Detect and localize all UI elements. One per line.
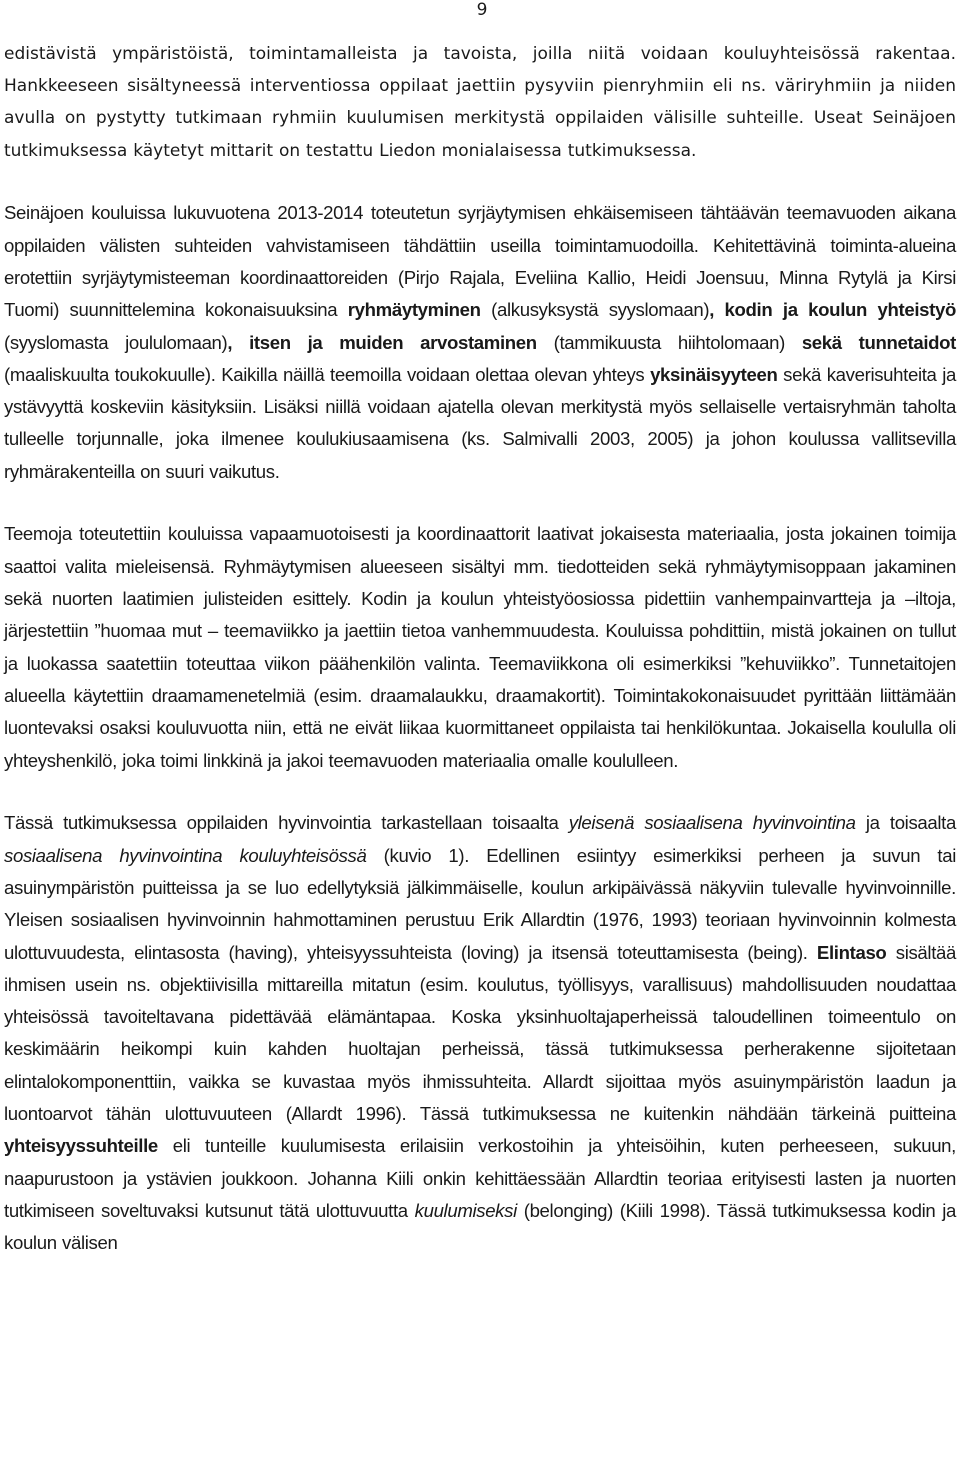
text-run: Teemoja toteutettiin kouluissa vapaamuotoisesti ja koordinaattorit laativat jokaisesta materiaalia, josta jokainen toimija saattoi valita mieleisensä. Ryhmäytymisen alueeseen sisältyi mm. tiedotteiden sekä ryhmäytymisoppaan jakaminen sekä nuorten laatimien julisteiden esittely. Kodin ja koulun yhteistyöosiossa pidettiin vanhempainvartteja ja –iltoja, järjestettiin ”huomaa mut – teemaviikko ja jaettiin tietoa vanhemmuudesta. Kouluissa pohdittiin, mistä jokainen on tullut ja luokassa saatettiin toteuttaa viikon päähenkilön valinta. Teemaviikkona oli esimerkiksi ”kehuviikko”. Tunnetaitojen alueella käytettiin draamamenetelmiä (esim. draamalaukku, draamakortit). Toimintakokonaisuudet pyrittään liittämään luontevaksi osaksi kouluvuotta niin, että ne eivät liikaa kuormittaneet oppilaista tai henkilökuntaa. Jokaisella koululla oli yhteyshenkilö, joka toimi linkkinä ja jakoi teemavuoden materiaalia omalle koululleen. — [4, 523, 956, 771]
text-run: (alkusyksystä syyslomaan) — [480, 299, 710, 321]
text-run: eli tunteille kuulumisesta erilaisiin verkostoihin ja yhteisöihin, kuten perheeseen, sukuun, naapurustoon ja ystävien joukkoon. Johanna Kiili onkin kehittäessään Allardtin teoriaa erityisesti lasten ja nuorten tutkimiseen soveltuvaksi kutsunut tätä ulottuvuutta — [4, 1135, 956, 1221]
text-run: (tammikuusta hiihtolomaan) — [536, 331, 802, 353]
italic-text: kuulumiseksi — [414, 1199, 517, 1221]
bold-text: yksinäisyyteen — [650, 363, 778, 385]
text-run: (maaliskuulta toukokuulle). Kaikilla näillä teemoilla voidaan olettaa olevan yhteys — [4, 363, 651, 385]
paragraph-gap — [4, 167, 956, 198]
text-run: (syyslomasta joululomaan) — [4, 331, 228, 353]
text-run: Tässä tutkimuksessa oppilaiden hyvinvointia tarkastellaan toisaalta — [4, 812, 569, 834]
paragraph-gap — [4, 488, 956, 519]
bold-text: sekä tunnetaidot — [801, 331, 956, 353]
italic-text: sosiaalisena hyvinvointina kouluyhteisössä — [4, 844, 367, 866]
bold-text: , itsen ja muiden arvostaminen — [227, 331, 537, 353]
paragraph-4 — [4, 807, 956, 1259]
text-run: sisältää ihmisen usein ns. objektiivisilla mittareilla mitatun (esim. koulutus, työllisyys, varallisuus) mahdollisuuden noudattaa yhteisössä tavoiteltavana pidettävää elämäntapaa. Koska yksinhuoltajaperheissä taloudellinen toimeentulo on keskimäärin heikompi kuin kahden huoltajan perheissä, tässä tutkimuksessa perherakenne sijoitetaan elintalokomponenttiin, vaikka se kuvastaa myös ihmissuhteita. Allardt sijoittaa myös asuinympäristön laadun ja luontoarvot tähän ulottuvuuteen (Allardt 1996). Tässä tutkimuksessa ne kuitenkin nähdään tärkeinä puitteina — [4, 941, 957, 1125]
bold-text: yhteisyyssuhteille — [4, 1135, 158, 1157]
bold-text: Elintaso — [816, 941, 887, 963]
paragraph-3 — [4, 518, 956, 776]
text-run: (belonging) (Kiili 1998). Tässä tutkimuksessa kodin ja koulun välisen — [4, 1199, 956, 1254]
bold-text: ryhmäytyminen — [347, 299, 481, 321]
text-run: edistävistä ympäristöistä, toimintamalleista ja tavoista, joilla niitä voidaan kouluyhteisössä rakentaa. Hankkeeseen sisältyneessä interventiossa oppilaat jaettiin pysyviin pienryhmiin eli ns. väriryhmiin ja niiden avulla on pystytty tutkimaan ryhmiin kuulumisen merkitystä oppilaiden välisille suhteille. Useat Seinäjoen tutkimuksessa käytetyt mittarit on testattu Liedon monialaisessa tutkimuksessa. — [4, 44, 956, 161]
page-number: 9 — [476, 0, 488, 20]
paragraph-gap — [4, 777, 956, 808]
paragraph-1 — [4, 38, 956, 167]
text-run: (kuvio 1). Edellinen esiintyy esimerkiksi perheen ja suvun tai asuinympäristön puitteissa ja se luo edellytyksiä jälkimmäiselle, koulun arkipäivässä näkyviin tulevalle hyvinvoinnille. Yleisen sosiaalisen hyvinvoinnin hahmottaminen perustuu Erik Allardtin (1976, 1993) teoriaan hyvinvoinnin kolmesta ulottuvuudesta, elintasosta (having), yhteisyyssuhteista (loving) ja itsensä toteuttamisesta (being). — [4, 844, 956, 963]
italic-text: yleisenä sosiaalisena hyvinvointina — [568, 812, 856, 834]
text-run: Seinäjoen kouluissa lukuvuotena 2013-2014 toteutetun syrjäytymisen ehkäisemiseen tähtäävän teemavuoden aikana oppilaiden välisten suhteiden vahvistamiseen tähdättiin useilla toimintamuodoilla. Kehitettävinä toiminta-alueina erotettiin syrjäytymisteeman koordinaattoreiden (Pirjo Rajala, Eveliina Kallio, Heidi Joensuu, Minna Rytylä ja Kirsi Tuomi) suunnittelemina kokonaisuuksina — [4, 202, 956, 321]
bold-text: , kodin ja koulun yhteistyö — [709, 299, 956, 321]
text-run: sekä kaverisuhteita ja ystävyyttä koskeviin käsityksiin. Lisäksi niillä voidaan ajatella olevan merkitystä myös sellaiselle vertaisryhmän taholta tulleelle torjunnalle, joka ilmenee koulukiusaamisena (ks. Salmivalli 2003, 2005) ja johon koulussa vallitsevilla ryhmärakenteilla on suuri vaikutus. — [4, 363, 956, 482]
paragraph-2 — [4, 197, 956, 488]
document-body — [4, 38, 956, 1260]
text-run: ja toisaalta — [855, 812, 956, 834]
